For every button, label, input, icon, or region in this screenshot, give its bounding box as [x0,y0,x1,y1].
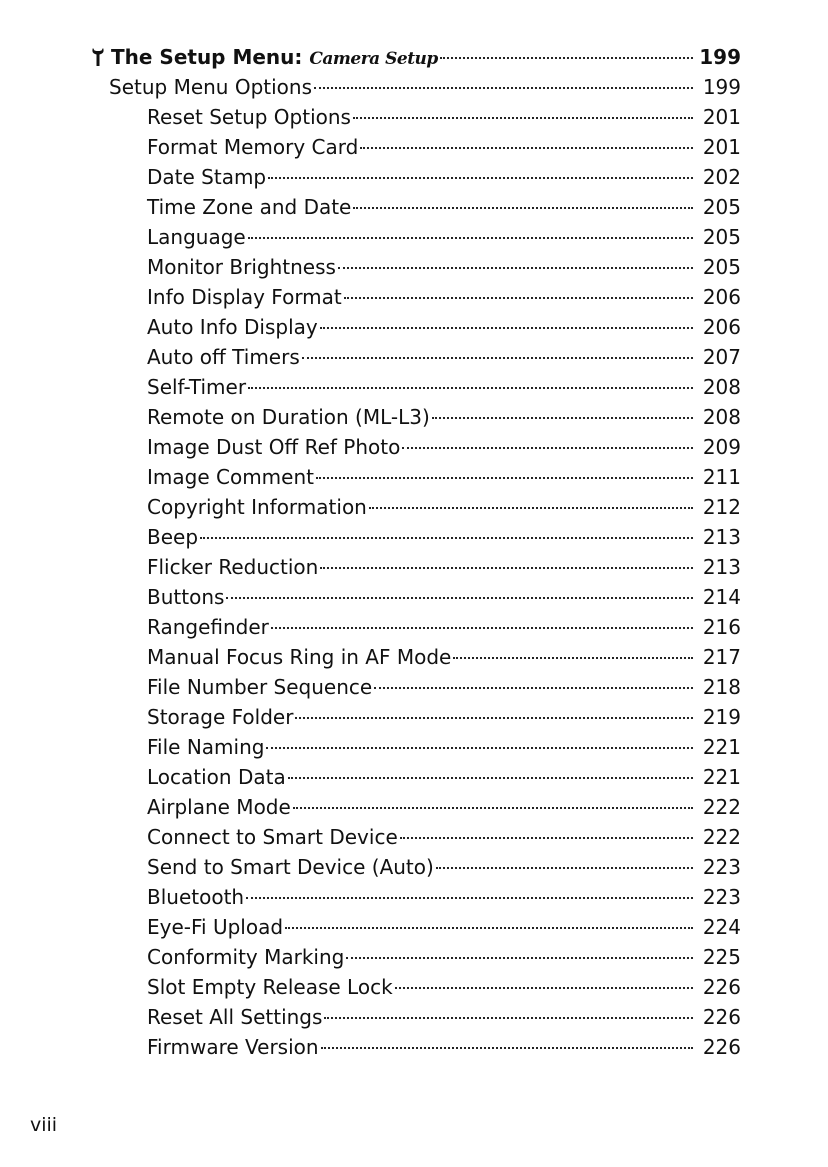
dot-leader [353,117,693,119]
entry-page-number: 226 [702,975,741,999]
toc-entry[interactable] [91,792,741,822]
toc-entry[interactable] [91,972,741,1002]
entry-page-number: 209 [702,435,741,459]
entry-page-number: 208 [702,375,741,399]
entry-label: Info Display Format [147,285,342,309]
entry-label: Firmware Version [147,1035,319,1059]
dot-leader [271,627,693,629]
entry-label: Language [147,225,246,249]
entry-page-number: 221 [702,765,741,789]
entry-page-number: 216 [702,615,741,639]
entry-label: Connect to Smart Device [147,825,398,849]
dot-leader [316,477,693,479]
toc-entry[interactable] [91,102,741,132]
dot-leader [314,87,693,89]
dot-leader [369,507,693,509]
dot-leader [226,597,693,599]
toc-entry[interactable] [91,702,741,732]
dot-leader [293,807,693,809]
dot-leader [402,447,693,449]
entry-page-number: 212 [702,495,741,519]
entry-label: Storage Folder [147,705,294,729]
page-number: viii [30,1114,58,1136]
entry-label: Eye-Fi Upload [147,915,284,939]
toc-entry[interactable] [91,942,741,972]
entry-page-number: 205 [702,225,741,249]
toc-entry[interactable] [91,312,741,342]
toc-entry[interactable] [91,432,741,462]
entry-label: Location Data [147,765,286,789]
toc-entry[interactable] [91,762,741,792]
entry-label: Flicker Reduction [147,555,319,579]
section-heading-label [91,42,438,74]
entry-page-number: 214 [702,585,741,609]
toc-entry[interactable] [91,192,741,222]
entry-label: Send to Smart Device (Auto) [147,855,434,879]
entry-label: Auto Info Display [147,315,318,339]
entry-page-number: 222 [702,795,741,819]
entry-page-number: 219 [702,705,741,729]
toc-entry[interactable] [91,342,741,372]
dot-leader [374,687,693,689]
toc-entry[interactable] [91,282,741,312]
entry-label: Manual Focus Ring in AF Mode [147,645,452,669]
entry-page-number: 221 [702,735,741,759]
toc-entry[interactable] [91,912,741,942]
dot-leader [295,717,693,719]
dot-leader [360,147,693,149]
entry-label: Image Dust Off Ref Photo [147,435,401,459]
toc-entry[interactable] [91,552,741,582]
entry-page-number: 223 [702,855,741,879]
entry-label: Setup Menu Options [109,75,313,99]
entry-page-number: 205 [702,195,741,219]
entry-page-number: 202 [702,165,741,189]
toc-entry[interactable] [91,732,741,762]
entry-page-number: 201 [702,105,741,129]
entry-label: Self-Timer [147,375,247,399]
dot-leader [453,657,693,659]
toc-entry[interactable] [91,252,741,282]
entry-page-number: 223 [702,885,741,909]
dot-leader [248,387,693,389]
toc-entry[interactable] [91,522,741,552]
dot-leader [346,957,693,959]
dot-leader [400,837,693,839]
entry-page-number: 206 [702,285,741,309]
entry-page-number: 217 [702,645,741,669]
entry-page-number: 207 [702,345,741,369]
entry-page-number: 206 [702,315,741,339]
entry-label: Rangefinder [147,615,269,639]
entry-page-number: 218 [702,675,741,699]
entry-page-number: 226 [702,1035,741,1059]
entry-page-number: 211 [702,465,741,489]
toc-entry[interactable] [91,822,741,852]
entry-label: Remote on Duration (ML-L3) [147,405,430,429]
entry-label: Airplane Mode [147,795,291,819]
entry-page-number: 226 [702,1005,741,1029]
dot-leader [246,897,693,899]
entry-page-number: 222 [702,825,741,849]
section-title: The Setup Menu: [111,45,303,69]
entry-page-number: 213 [702,555,741,579]
entry-label: File Naming [147,735,265,759]
entry-label: Buttons [147,585,225,609]
entry-label: Beep [147,525,199,549]
entry-label: Time Zone and Date [147,195,352,219]
dot-leader [395,987,693,989]
toc-entry-list [91,102,741,1062]
entry-page-number: 208 [702,405,741,429]
toc-entry[interactable] [91,222,741,252]
dot-leader [353,207,693,209]
dot-leader [324,1017,693,1019]
section-page-number: 199 [699,45,741,69]
toc-entry[interactable] [91,852,741,882]
toc-entry[interactable] [91,612,741,642]
entry-page-number: 201 [702,135,741,159]
dot-leader [268,177,693,179]
entry-label: Bluetooth [147,885,245,909]
dot-leader [344,297,693,299]
entry-label: Copyright Information [147,495,367,519]
entry-label: Conformity Marking [147,945,345,969]
dot-leader [200,537,693,539]
entry-label: Slot Empty Release Lock [147,975,393,999]
toc-entry[interactable] [91,72,741,102]
toc-entry[interactable] [91,132,741,162]
toc-entry[interactable] [91,672,741,702]
toc-entry[interactable] [91,582,741,612]
entry-page-number: 213 [702,525,741,549]
dot-leader [338,267,693,269]
entry-label: Reset All Settings [147,1005,323,1029]
dot-leader [432,417,693,419]
wrench-icon [91,45,105,65]
toc-entry[interactable] [91,1002,741,1032]
entry-label: File Number Sequence [147,675,373,699]
dot-leader [288,777,693,779]
entry-page-number: 205 [702,255,741,279]
toc-entry[interactable] [91,372,741,402]
dot-leader [248,237,693,239]
dot-leader [302,357,693,359]
dot-leader [320,567,693,569]
toc-entry[interactable] [91,462,741,492]
entry-label: Reset Setup Options [147,105,351,129]
entry-label: Date Stamp [147,165,267,189]
section-subtitle: Camera Setup [309,49,438,69]
entry-page-number: 199 [702,75,741,99]
toc-entry[interactable] [91,882,741,912]
entry-label: Monitor Brightness [147,255,336,279]
table-of-contents [91,42,741,1062]
entry-page-number: 224 [702,915,741,939]
toc-entry[interactable] [91,402,741,432]
dot-leader [285,927,693,929]
dot-leader [436,867,693,869]
toc-entry[interactable] [91,1032,741,1062]
dot-leader [320,327,693,329]
dot-leader [440,57,693,59]
toc-entry[interactable] [91,492,741,522]
dot-leader [266,747,693,749]
entry-page-number: 225 [702,945,741,969]
toc-entry[interactable] [91,162,741,192]
entry-label: Auto off Timers [147,345,300,369]
entry-label: Image Comment [147,465,314,489]
dot-leader [321,1047,693,1049]
toc-section-heading[interactable] [91,42,741,72]
toc-entry[interactable] [91,642,741,672]
entry-label: Format Memory Card [147,135,359,159]
